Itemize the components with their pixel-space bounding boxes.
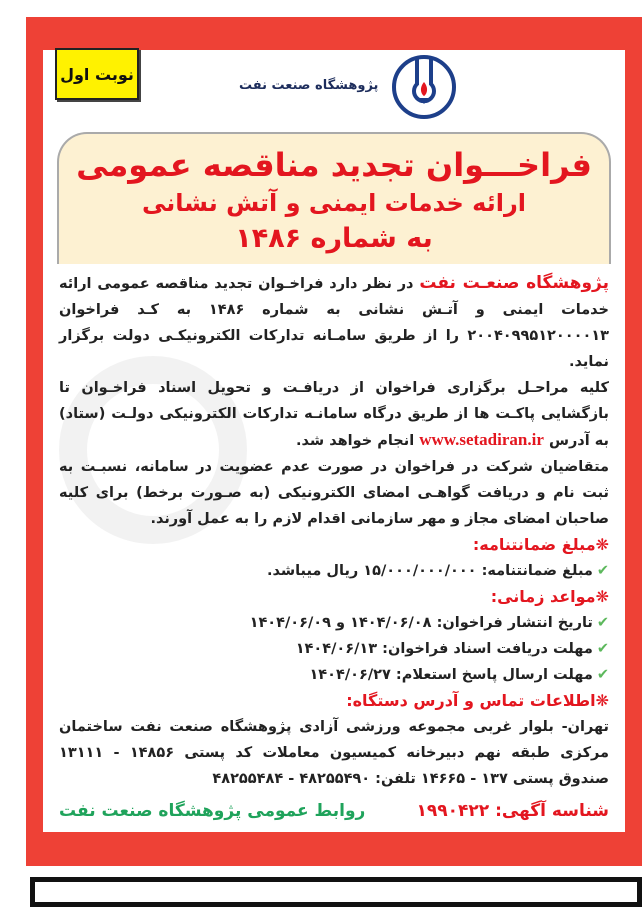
org-logo-text: پژوهشگاه صنعت نفت bbox=[239, 78, 379, 93]
seta-link[interactable]: www.setadiran.ir bbox=[419, 430, 544, 449]
contact-heading: ❋اطلاعات تماس و آدرس دستگاه: bbox=[346, 691, 609, 710]
ad-frame bbox=[26, 17, 642, 866]
paragraph-1-text: در نظر دارد فراخـوان تجدید مناقصه عمومی ارائه خدمات ایمنی و آتـش نشانی به شماره ۱۴۸۶ به کـد فراخوان ۲۰۰۴۰۹۹۵۱۲۰۰۰۰۱۳ را از طریق سامـانه تدارکات الکترونیکـی دولت برگزار نماید. bbox=[59, 276, 609, 370]
schedule-item bbox=[59, 636, 609, 662]
check-icon: ✔ bbox=[596, 615, 609, 631]
check-icon: ✔ bbox=[596, 667, 609, 683]
guarantee-heading: ❋مبلغ ضمانتنامه: bbox=[472, 535, 609, 554]
schedule-heading: ❋مواعد زمانی: bbox=[490, 587, 609, 606]
ad-footer bbox=[59, 798, 609, 824]
title-box bbox=[57, 132, 611, 264]
next-ad-box bbox=[30, 877, 642, 907]
ad-id: شناسه آگهی: ۱۹۹۰۴۲۲ bbox=[416, 801, 609, 821]
schedule-text: مهلت دریافت اسناد فراخوان: ۱۴۰۴/۰۶/۱۳ bbox=[295, 641, 593, 657]
paragraph-2-text: کلیه مراحـل برگزاری فراخوان از دریافـت و تحویل اسناد فراخـوان تا بازگشایی پاکـت ها از طریق درگاه سامانـه تدارکات الکترونیکی دولـت (ستاد) به آدرس bbox=[59, 380, 609, 449]
paragraph-1 bbox=[59, 270, 609, 375]
paragraph-2-end: انجام خواهد شد. bbox=[296, 433, 420, 449]
ad-header bbox=[57, 50, 611, 132]
paragraph-2 bbox=[59, 375, 609, 454]
schedule-item bbox=[59, 610, 609, 636]
paragraph-3: متقاضیان شرکت در فراخوان در صورت عدم عضویت در سامانه، نسبـت به ثبت نام و دریافت گواهـی امضای الکترونیکی (به صـورت برخط) برای کلیه صاحبان امضای مجاز و مهر سازمانی اقدام لازم را به عمل آورند. bbox=[59, 459, 609, 527]
ad-body bbox=[57, 270, 611, 824]
guarantee-item bbox=[59, 558, 609, 584]
check-icon: ✔ bbox=[596, 641, 609, 657]
ad-content-area bbox=[43, 50, 625, 832]
guarantee-text: مبلغ ضمانتنامه: ۱۵/۰۰۰/۰۰۰/۰۰۰ ریال میباشد. bbox=[266, 563, 593, 579]
org-logo-icon bbox=[391, 54, 457, 120]
signature: روابط عمومی پژوهشگاه صنعت نفت bbox=[59, 801, 366, 821]
check-icon: ✔ bbox=[596, 563, 609, 579]
title-line-2: ارائه خدمات ایمنی و آتش نشانی bbox=[142, 189, 526, 217]
schedule-text: تاریخ انتشار فراخوان: ۱۴۰۴/۰۶/۰۸ و ۱۴۰۴/۰۶/۰۹ bbox=[249, 615, 593, 631]
schedule-item bbox=[59, 662, 609, 688]
title-line-3: به شماره ۱۴۸۶ bbox=[235, 223, 433, 254]
contact-text: تهران- بلوار غربی مجموعه ورزشی آزادی پژوهشگاه صنعت نفت ساختمان مرکزی طبقه نهم دبیرخانه کمیسیون معاملات کد پستی ۱۴۸۵۶ - ۱۳۱۱۱ صندوق پستی ۱۳۷ - ۱۴۶۶۵ تلفن: ۴۸۲۵۵۴۹۰ - ۴۸۲۵۵۴۸۴ bbox=[59, 719, 610, 787]
title-line-1: فراخـــوان تجدید مناقصه عمومی bbox=[76, 146, 592, 184]
schedule-text: مهلت ارسال پاسخ استعلام: ۱۴۰۴/۰۶/۲۷ bbox=[309, 667, 593, 683]
org-name: پژوهشگاه صنعـت نفت bbox=[419, 273, 609, 293]
badge-first-round: نوبت اول bbox=[55, 48, 139, 100]
